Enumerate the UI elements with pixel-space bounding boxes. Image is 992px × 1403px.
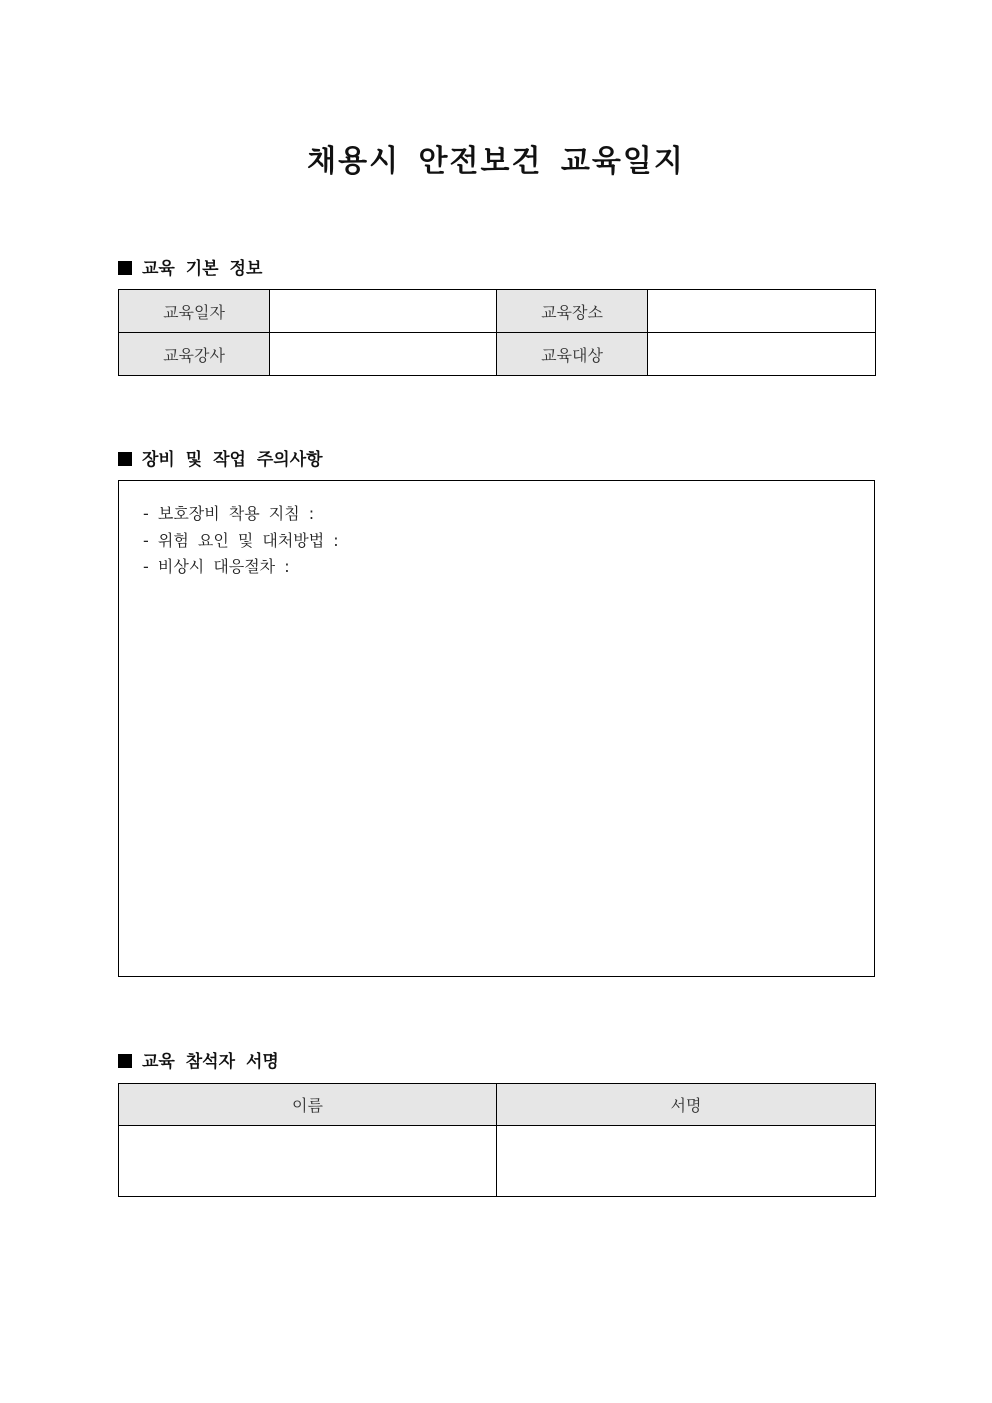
- signature-field[interactable]: [497, 1126, 876, 1197]
- heading-text: 장비 및 작업 주의사항: [142, 450, 323, 470]
- label-target: 교육대상: [497, 333, 648, 376]
- name-field[interactable]: [119, 1126, 497, 1197]
- signature-table: [118, 1083, 876, 1197]
- precaution-line: - 위험 요인 및 대처방법 :: [143, 531, 339, 550]
- precaution-line: - 보호장비 착용 지침 :: [143, 504, 315, 523]
- basic-info-table: [118, 289, 876, 376]
- section-heading-signatures: [118, 1047, 279, 1072]
- label-date: 교육일자: [119, 290, 270, 333]
- square-bullet-icon: [118, 261, 132, 275]
- column-signature: 서명: [497, 1084, 876, 1126]
- square-bullet-icon: [118, 1054, 132, 1068]
- date-field[interactable]: [270, 290, 497, 333]
- section-heading-precautions: [118, 445, 323, 470]
- square-bullet-icon: [118, 452, 132, 466]
- section-heading-basic-info: [118, 254, 262, 279]
- label-instructor: 교육강사: [119, 333, 270, 376]
- target-field[interactable]: [648, 333, 876, 376]
- label-place: 교육장소: [497, 290, 648, 333]
- instructor-field[interactable]: [270, 333, 497, 376]
- place-field[interactable]: [648, 290, 876, 333]
- column-name: 이름: [119, 1084, 497, 1126]
- heading-text: 교육 기본 정보: [142, 259, 263, 279]
- heading-text: 교육 참석자 서명: [142, 1052, 279, 1072]
- page-title: 채용시 안전보건 교육일지: [307, 144, 685, 179]
- precaution-line: - 비상시 대응절차 :: [143, 557, 290, 576]
